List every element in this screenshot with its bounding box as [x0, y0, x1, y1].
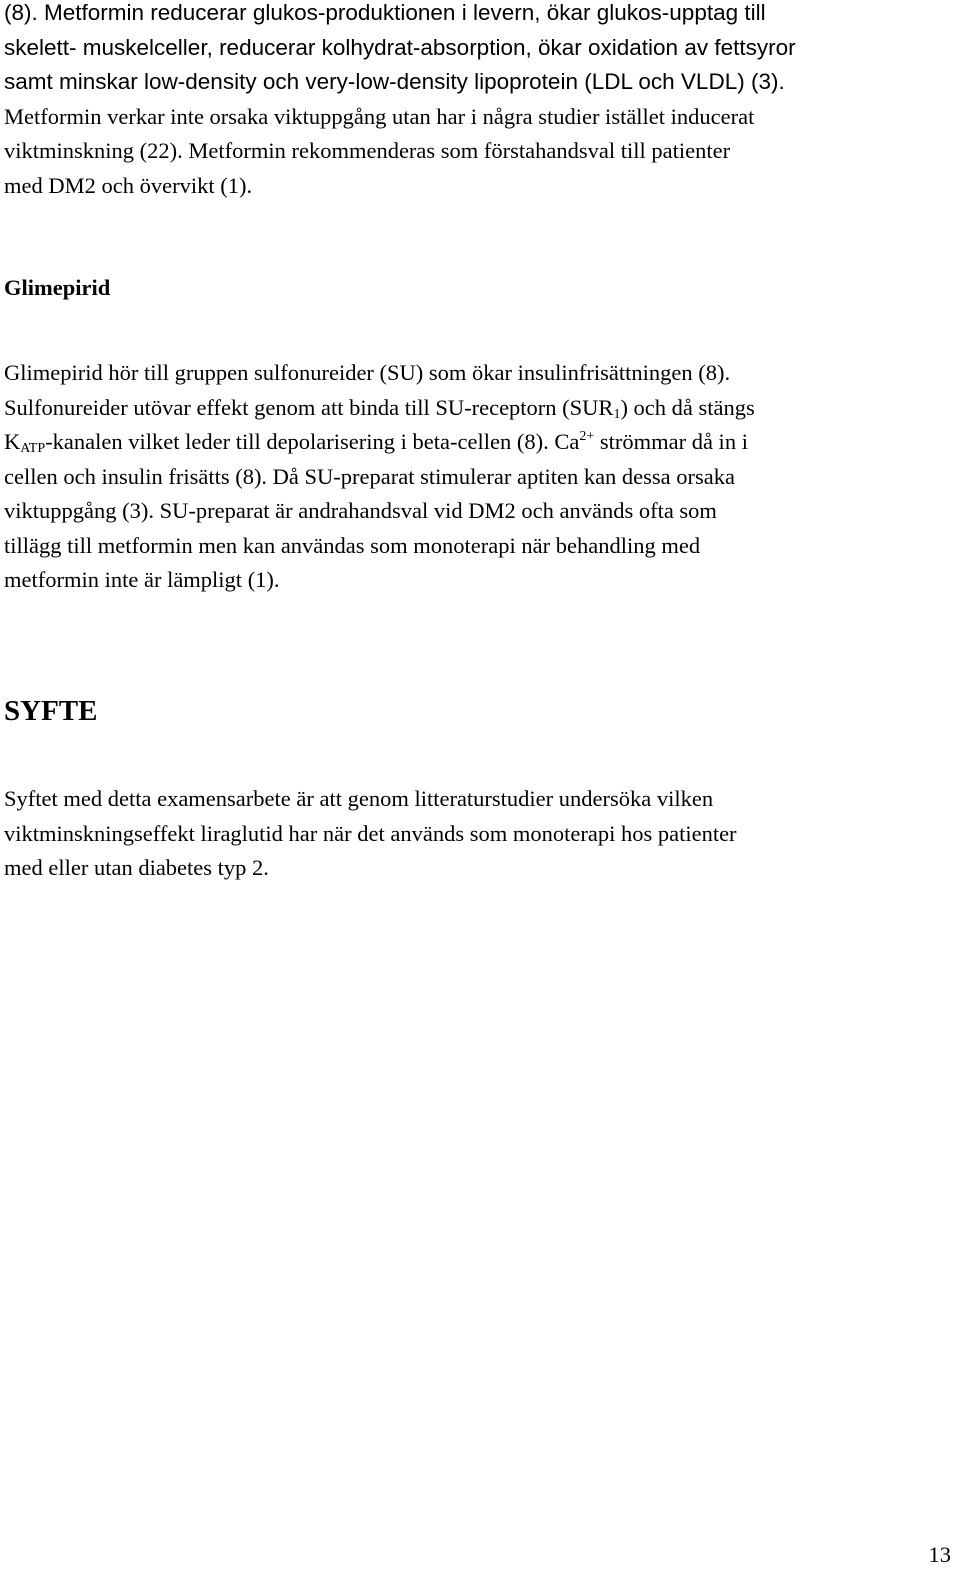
syfte-line-2: viktminskningseffekt liraglutid har när det används som monoterapi hos patienter — [4, 820, 737, 846]
glimepirid-line-3 — [4, 425, 944, 460]
glimepirid-line-1: Glimepirid hör till gruppen sulfonureider (SU) som ökar insulinfrisättningen (8). — [4, 360, 731, 385]
glimepirid-line-3-text-b: -kanalen vilket leder till depolarisering i beta-cellen (8). Ca — [45, 429, 580, 454]
glimepirid-line-3-text-a: K — [4, 429, 21, 454]
glimepirid-line-2-text-a: Sulfonureider utövar effekt genom att binda till SU-receptorn (SUR — [4, 394, 614, 420]
glimepirid-line-6: tillägg till metformin men kan användas som monoterapi när behandling med — [4, 532, 701, 558]
intro-line-2: skelett- muskelceller, reducerar kolhydrat-absorption, ökar oxidation av fettsyror — [4, 34, 796, 60]
intro-line-1: (8). Metformin reducerar glukos-produktionen i levern, ökar glukos-upptag till — [4, 0, 766, 25]
intro-line-3: samt minskar low-density och very-low-density lipoprotein (LDL och VLDL) (3). — [4, 69, 785, 94]
intro-paragraph — [4, 0, 944, 203]
syfte-line-1: Syftet med detta examensarbete är att genom litteraturstudier undersöka vilken — [4, 786, 714, 811]
syfte-heading: SYFTE — [4, 695, 98, 727]
sur-subscript: 1 — [613, 406, 621, 422]
syfte-line-3: med eller utan diabetes typ 2. — [4, 855, 269, 880]
glimepirid-line-5: viktuppgång (3). SU-preparat är andrahandsval vid DM2 och används ofta som — [4, 498, 717, 523]
katp-subscript: ATP — [20, 441, 46, 456]
glimepirid-line-3-text-c: strömmar då in i — [594, 429, 748, 454]
glimepirid-line-2 — [4, 391, 944, 426]
syfte-paragraph — [4, 782, 944, 886]
glimepirid-paragraph — [4, 356, 944, 598]
glimepirid-line-4: cellen och insulin frisätts (8). Då SU-preparat stimulerar aptiten kan dessa orsaka — [4, 463, 736, 489]
glimepirid-heading: Glimepirid — [4, 275, 111, 300]
intro-line-4: Metformin verkar inte orsaka viktuppgång utan har i några studier istället inducerat — [4, 103, 755, 129]
glimepirid-line-2-text-b: ) och då stängs — [620, 394, 755, 420]
intro-line-6: med DM2 och övervikt (1). — [4, 172, 253, 198]
glimepirid-line-7: metformin inte är lämpligt (1). — [4, 567, 280, 592]
intro-line-5: viktminskning (22). Metformin rekommenderas som förstahandsval till patienter — [4, 138, 731, 163]
calcium-superscript: 2+ — [579, 429, 595, 444]
page-number: 13 — [928, 1542, 951, 1567]
